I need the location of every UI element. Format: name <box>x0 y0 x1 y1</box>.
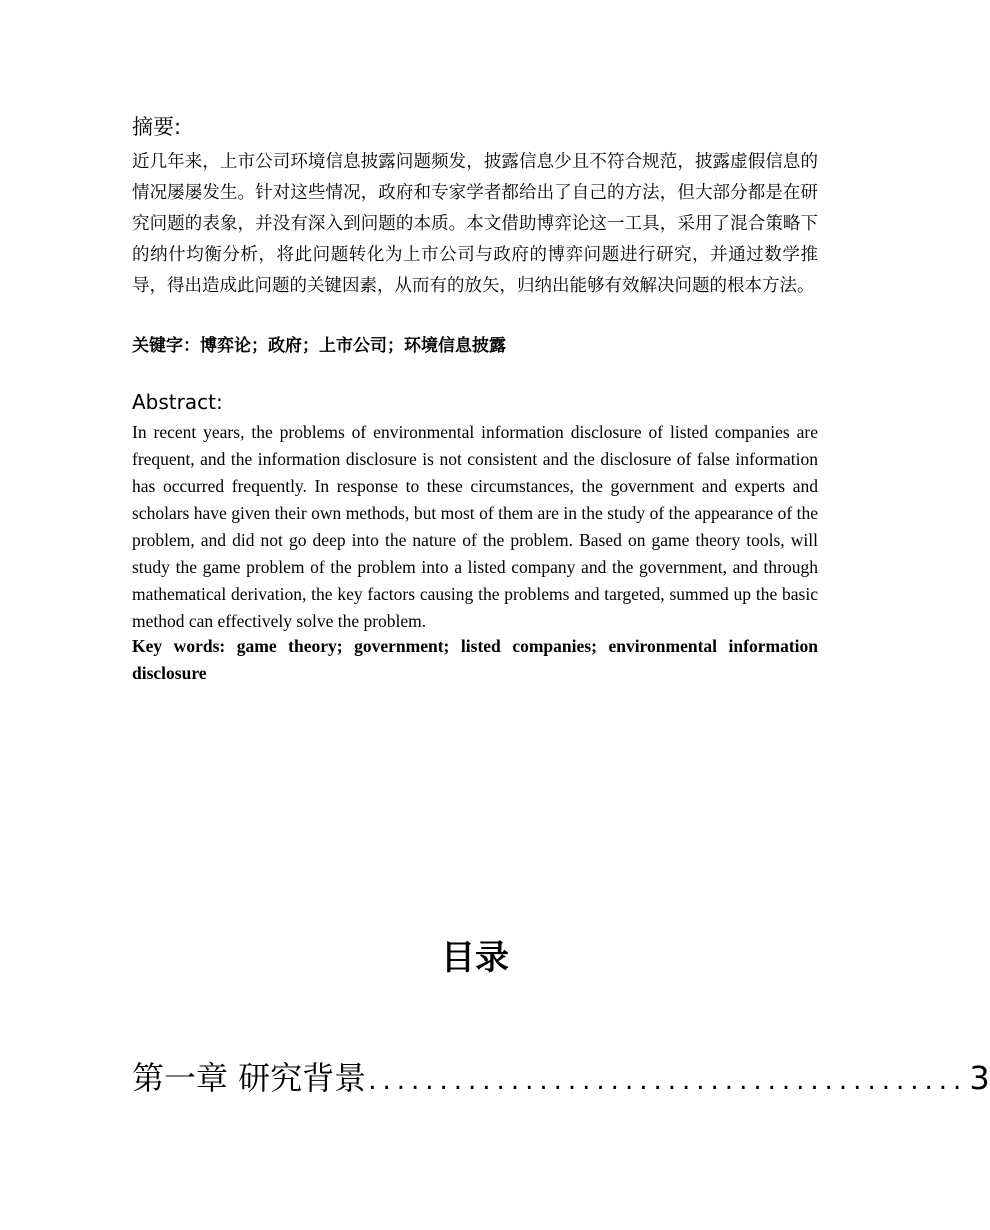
cn-abstract-heading: 摘要: <box>132 115 182 139</box>
toc-entry-page-number: 3 <box>969 1059 990 1097</box>
toc-entry-chapter-1[interactable] <box>132 1055 990 1104</box>
cn-keywords: 关键字：博弈论；政府；上市公司；环境信息披露 <box>132 336 506 356</box>
cn-abstract-body: 近几年来，上市公司环境信息披露问题频发，披露信息少且不符合规范，披露虚假信息的情况屡屡发生。针对这些情况，政府和专家学者都给出了自己的方法，但大部分都是在研究问题的表象，并没有深入到问题的本质。本文借助博弈论这一工具，采用了混合策略下的纳什均衡分析，将此问题转化为上市公司与政府的博弈问题进行研究，并通过数学推导，得出造成此问题的关键因素，从而有的放矢，归纳出能够有效解决问题的根本方法。 <box>132 152 818 296</box>
toc-title: 目录 <box>441 938 509 978</box>
en-abstract-body: In recent years, the problems of environmental information disclosure of listed companies are frequent, and the information disclosure is not consistent and the disclosure of false information has occurred frequently. In response to these circumstances, the government and experts and scholars have given their own methods, but most of them are in the study of the appearance of the problem, and did not go deep into the nature of the problem. Based on game theory tools, will study the game problem of the problem into a listed company and the government, and through mathematical derivation, the key factors causing the problems and targeted, summed up the basic method can effectively solve the problem. <box>132 422 818 631</box>
toc-dot-leader: .......................................... <box>368 1066 968 1096</box>
toc-entry-label: 第一章 研究背景 <box>132 1059 367 1097</box>
en-keywords: Key words: game theory; government; listed companies; environmental information disclosure <box>132 636 818 683</box>
en-abstract-heading: Abstract: <box>132 390 223 414</box>
